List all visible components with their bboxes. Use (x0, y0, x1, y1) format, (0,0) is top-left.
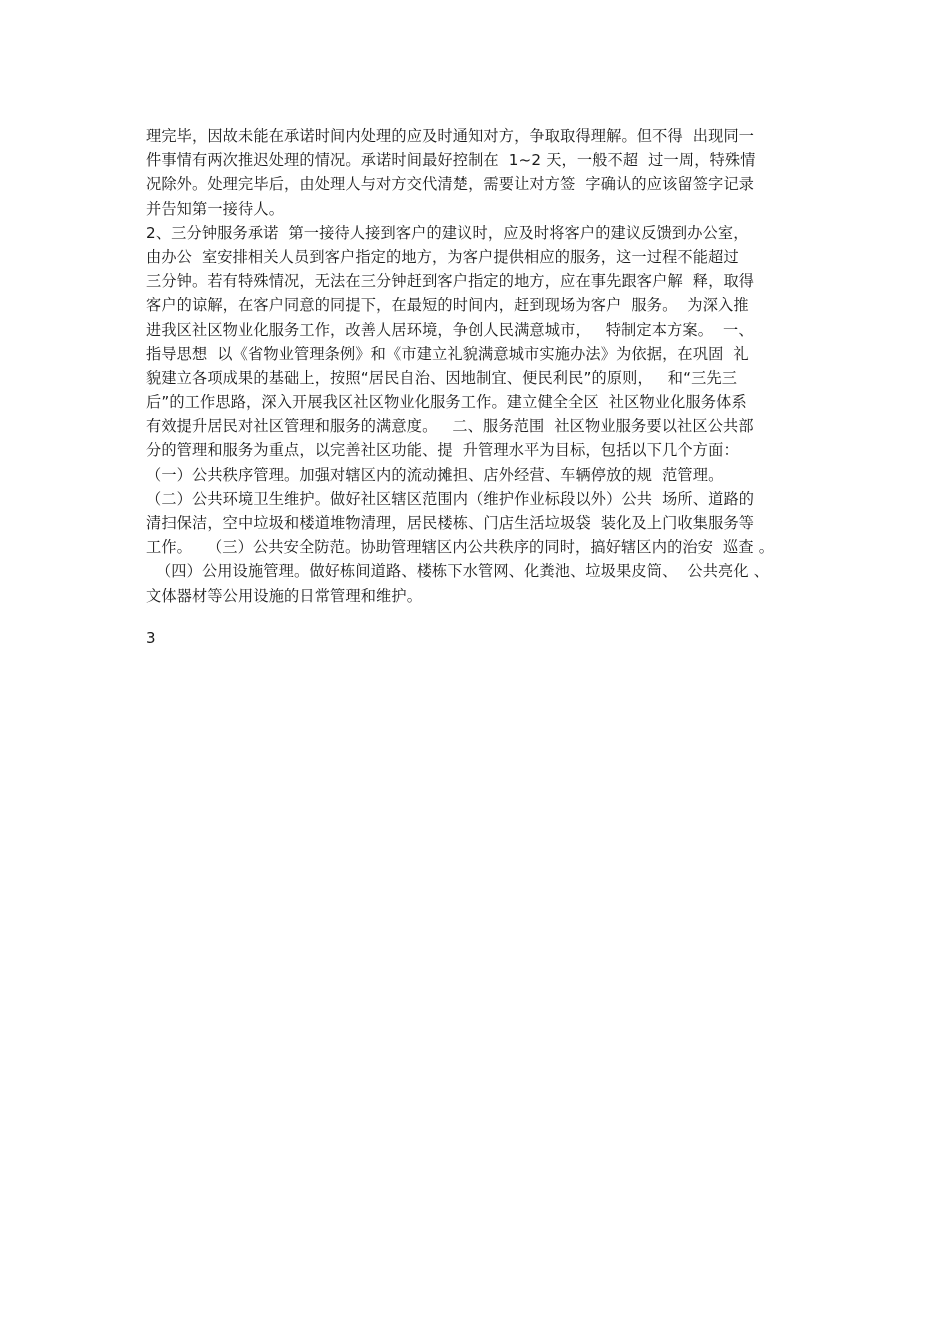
text-line: 分的管理和服务为重点，以完善社区功能、提 升管理水平为目标，包括以下几个方面： (146, 441, 739, 460)
text-line: 指导思想 以《省物业管理条例》和《市建立礼貌满意城市实施办法》为依据，在巩固 礼 (146, 344, 749, 363)
text-line: （四）公用设施管理。做好栋间道路、楼栋下水管网、化粪池、垃圾果皮筒、 公共亮化 、 (146, 562, 770, 581)
body-text (146, 124, 836, 608)
text-line: 进我区社区物业化服务工作，改善人居环境，争创人民满意城市， 特制定本方案。 一、 (146, 320, 754, 339)
text-line: （二）公共环境卫生维护。做好社区辖区范围内（维护作业标段以外）公共 场所、道路的 (146, 489, 755, 508)
text-line: 件事情有两次推迟处理的情况。承诺时间最好控制在 1~2 天，一般不超 过一周，特殊情 (146, 151, 756, 170)
text-line: 三分钟。若有特殊情况，无法在三分钟赶到客户指定的地方，应在事先跟客户解 释，取得 (146, 272, 755, 291)
text-line: 文体器材等公用设施的日常管理和维护。 (146, 586, 423, 605)
text-line: 由办公 室安排相关人员到客户指定的地方，为客户提供相应的服务，这一过程不能超过 (146, 247, 739, 266)
text-line: 工作。 （三）公共安全防范。协助管理辖区内公共秩序的同时，搞好辖区内的治安 巡查 。 (146, 538, 775, 557)
page-number: 3 (146, 629, 156, 647)
text-line: （一）公共秩序管理。加强对辖区内的流动摊担、店外经营、车辆停放的规 范管理。 (146, 465, 724, 484)
text-line: 况除外。处理完毕后，由处理人与对方交代清楚，需要让对方签 字确认的应该留签字记录 (146, 175, 755, 194)
text-line: 貌建立各项成果的基础上，按照“居民自治、因地制宜、便民利民”的原则， 和“三先三 (146, 368, 738, 387)
text-line: 有效提升居民对社区管理和服务的满意度。 二、服务范围 社区物业服务要以社区公共部 (146, 417, 754, 436)
text-line: 清扫保洁，空中垃圾和楼道堆物清理，居民楼栋、门店生活垃圾袋 装化及上门收集服务等 (146, 514, 755, 532)
text-line: 并告知第一接待人。 (146, 199, 285, 218)
text-line: 2、三分钟服务承诺 第一接待人接到客户的建议时，应及时将客户的建议反馈到办公室， (146, 223, 749, 242)
text-line: 客户的谅解，在客户同意的同提下，在最短的时间内，赶到现场为客户 服务。 为深入推 (146, 296, 749, 315)
text-line: 后”的工作思路，深入开展我区社区物业化服务工作。建立健全全区 社区物业化服务体系 (146, 393, 747, 412)
text-line: 理完毕，因故未能在承诺时间内处理的应及时通知对方，争取取得理解。但不得 出现同一 (146, 127, 755, 145)
